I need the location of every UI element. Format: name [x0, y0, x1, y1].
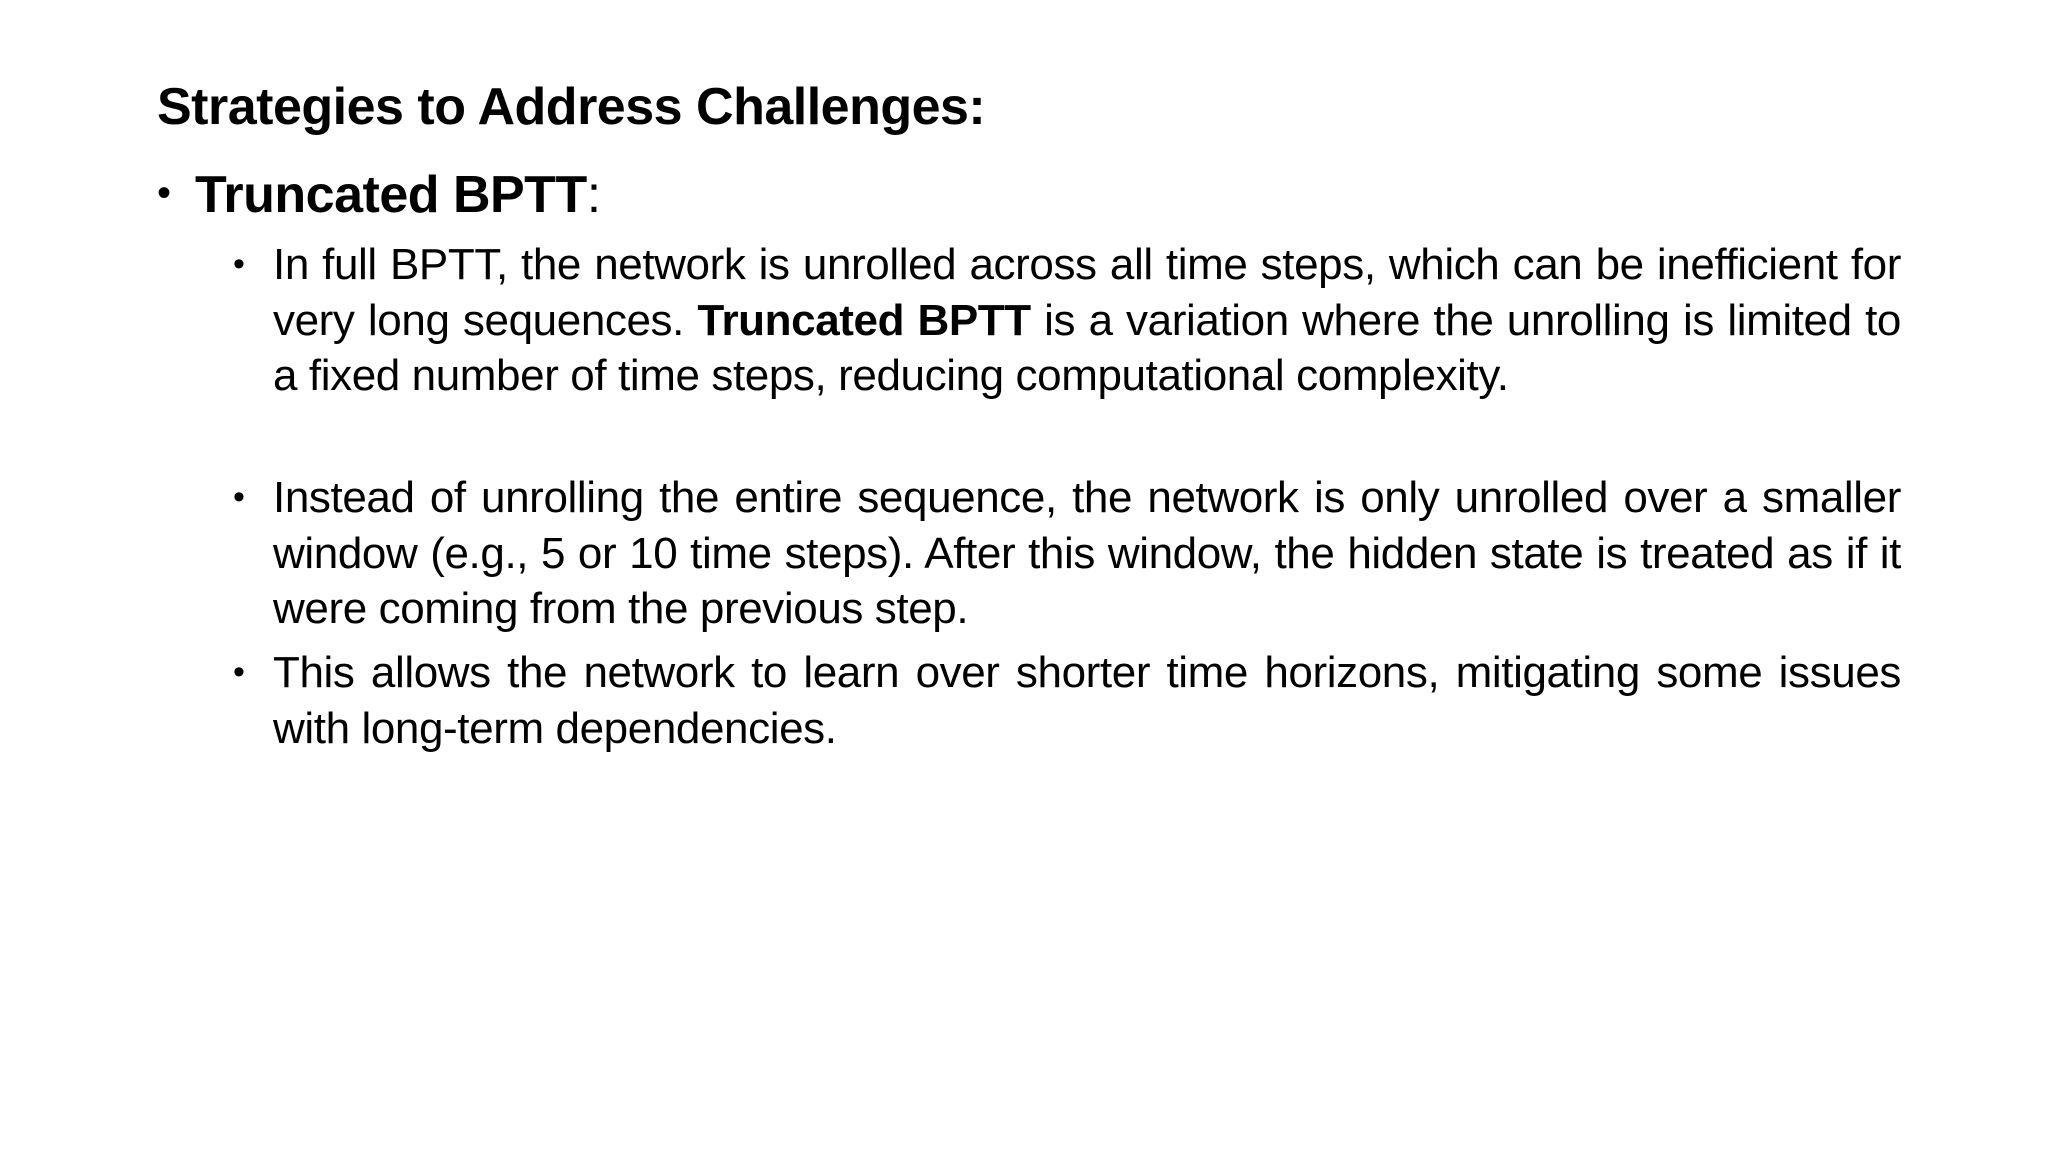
section-colon: :: [586, 166, 602, 224]
bullet-glyph: •: [157, 171, 172, 215]
slide-heading: Strategies to Address Challenges:: [157, 78, 986, 136]
text-run: In full BPTT, the network is unrolled across all time steps, which can be inefficient for very long sequences.: [273, 240, 1901, 345]
sub-bullet-3: [233, 645, 1901, 756]
sub-bullet-text: This allows the network to learn over shorter time horizons, mitigating some issues with long-term dependencies.: [273, 648, 1901, 753]
sub-bullet-2: [233, 470, 1901, 637]
bullet-glyph: •: [233, 245, 245, 283]
sub-bullet-1: [233, 237, 1901, 404]
bullet-glyph: •: [233, 653, 245, 691]
text-run: is a variation where the unrolling is limited to a fixed number of time steps, reducing computational complexity.: [273, 295, 1901, 400]
sub-bullet-text: Instead of unrolling the entire sequence, the network is only unrolled over a smaller window (e.g., 5 or 10 time steps). After this window, the hidden state is treated as if it were coming from the previous step.: [273, 473, 1901, 633]
sub-bullet-text: [273, 237, 1901, 404]
bold-term: Truncated BPTT: [697, 295, 1031, 345]
bullet-glyph: •: [233, 478, 245, 516]
section-title: Truncated BPTT: [195, 166, 587, 224]
section-bullet: [157, 160, 601, 230]
